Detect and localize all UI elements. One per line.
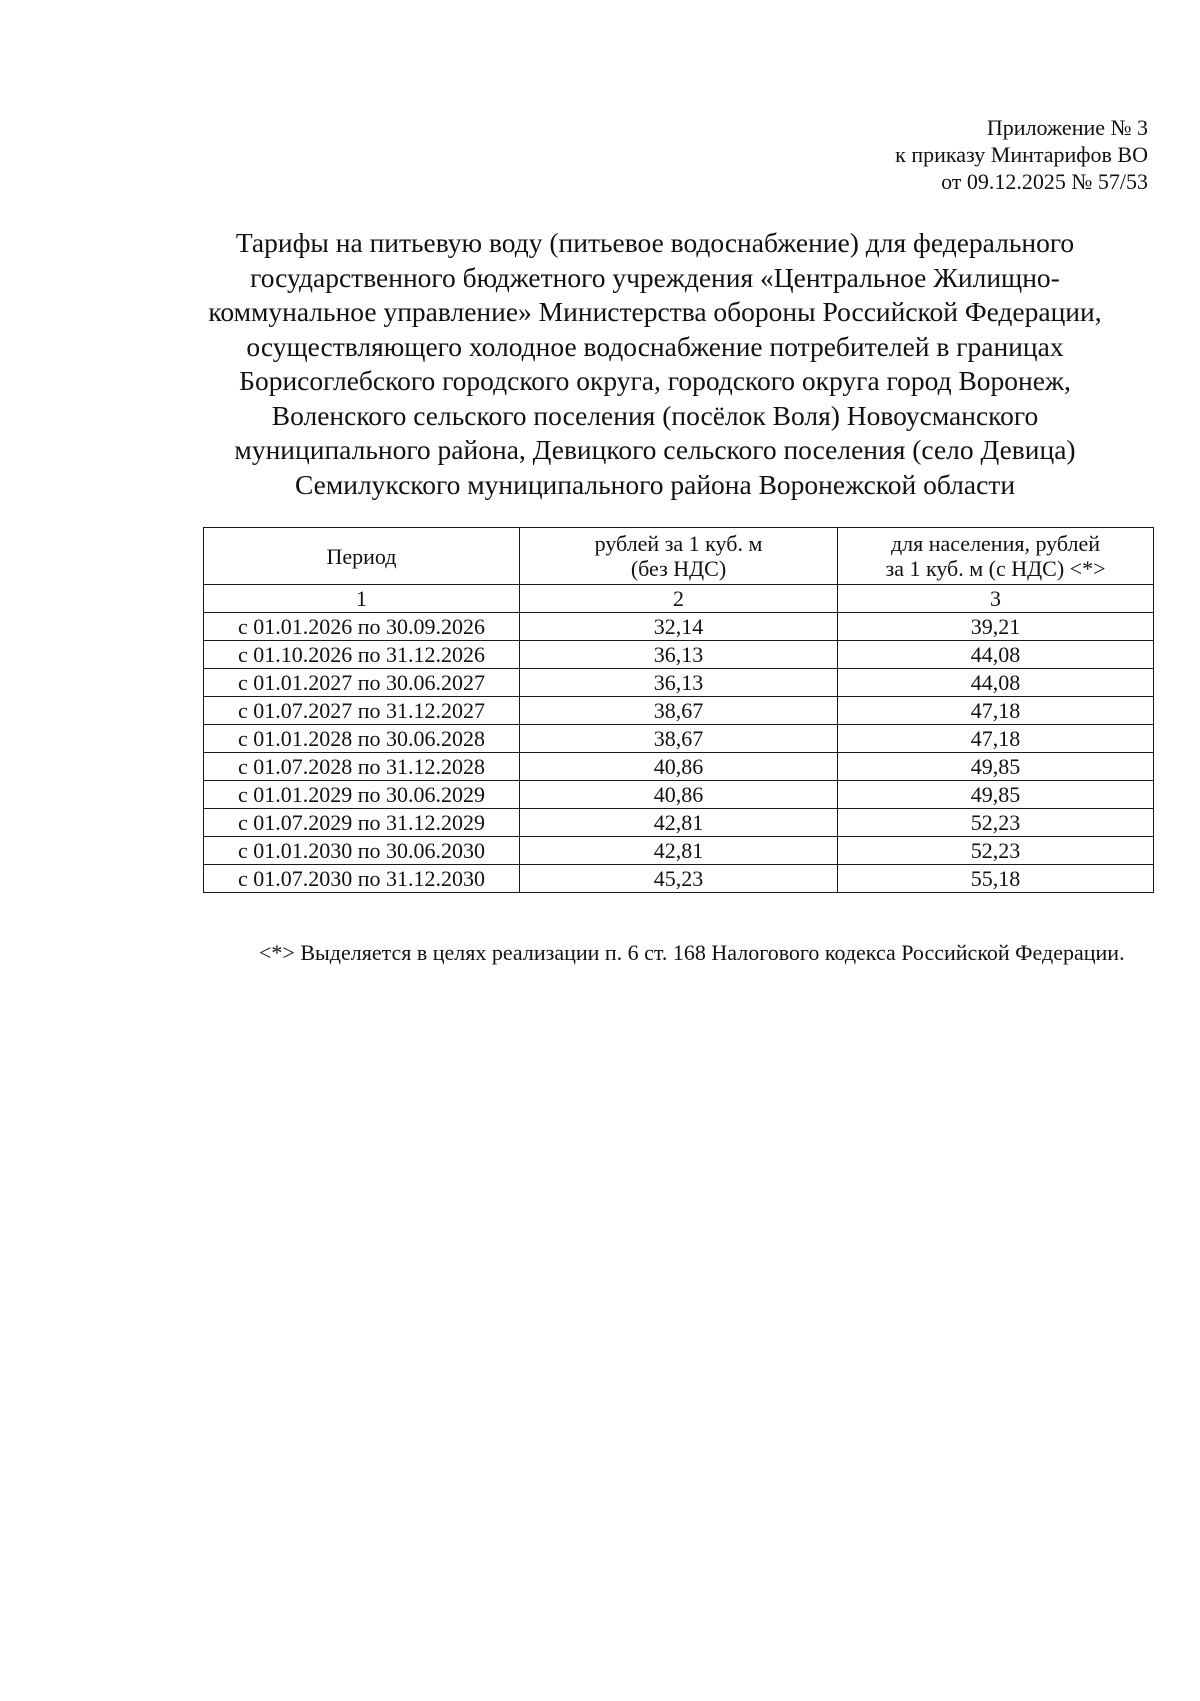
cell-price-with-vat: 39,21 — [838, 613, 1154, 641]
title-line: Тарифы на питьевую воду (питьевое водоснабжение) для федерального — [235, 227, 1075, 258]
table-row — [204, 669, 1154, 697]
title-line: коммунальное управление» Министерства обороны Российской Федерации, — [208, 296, 1102, 327]
title-line: муниципального района, Девицкого сельского поселения (село Девица) — [234, 434, 1076, 465]
cell-price-with-vat: 44,08 — [838, 669, 1154, 697]
cell-price-without-vat: 36,13 — [520, 641, 838, 669]
table-row — [204, 837, 1154, 865]
header-line: (без НДС) — [630, 556, 727, 581]
title-line: Семилукского муниципального района Воронежской области — [294, 468, 1016, 500]
cell-period: с 01.07.2030 по 31.12.2030 — [204, 865, 520, 893]
cell-period: с 01.01.2028 по 30.06.2028 — [204, 725, 520, 753]
header-period: Период — [204, 528, 520, 585]
cell-price-with-vat: 44,08 — [838, 641, 1154, 669]
column-number-row — [204, 585, 1154, 613]
column-number: 3 — [838, 585, 1154, 613]
cell-period: с 01.07.2027 по 31.12.2027 — [204, 697, 520, 725]
cell-price-without-vat: 38,67 — [520, 697, 838, 725]
cell-period: с 01.01.2029 по 30.06.2029 — [204, 781, 520, 809]
table-row — [204, 753, 1154, 781]
cell-price-with-vat: 55,18 — [838, 865, 1154, 893]
cell-price-without-vat: 42,81 — [520, 809, 838, 837]
cell-period: с 01.07.2028 по 31.12.2028 — [204, 753, 520, 781]
table-row — [204, 809, 1154, 837]
cell-price-without-vat: 38,67 — [520, 725, 838, 753]
column-number: 2 — [520, 585, 838, 613]
document-title — [175, 226, 1135, 502]
table-row — [204, 697, 1154, 725]
cell-price-without-vat: 45,23 — [520, 865, 838, 893]
cell-period: с 01.01.2027 по 30.06.2027 — [204, 669, 520, 697]
table-row — [204, 865, 1154, 893]
footnote: <*> Выделяется в целях реализации п. 6 ст. 168 Налогового кодекса Российской Федерации. — [259, 940, 1125, 965]
cell-price-without-vat: 36,13 — [520, 669, 838, 697]
cell-price-with-vat: 47,18 — [838, 697, 1154, 725]
cell-price-without-vat: 40,86 — [520, 781, 838, 809]
column-number: 1 — [204, 585, 520, 613]
header-price-with-vat — [838, 528, 1154, 585]
header-line: рублей за 1 куб. м — [594, 531, 763, 556]
cell-period: с 01.01.2026 по 30.09.2026 — [204, 613, 520, 641]
appendix-order-ref: к приказу Минтарифов ВО — [895, 142, 1148, 167]
cell-price-with-vat: 47,18 — [838, 725, 1154, 753]
cell-price-without-vat: 40,86 — [520, 753, 838, 781]
cell-price-with-vat: 49,85 — [838, 753, 1154, 781]
table-row — [204, 781, 1154, 809]
title-line: Борисоглебского городского округа, городского округа город Воронеж, — [239, 365, 1071, 396]
title-line: осуществляющего холодное водоснабжение потребителей в границах — [246, 330, 1064, 362]
table-row — [204, 725, 1154, 753]
title-line: Воленского сельского поселения (посёлок Воля) Новоусманского — [271, 399, 1039, 431]
cell-price-without-vat: 32,14 — [520, 613, 838, 641]
cell-period: с 01.01.2030 по 30.06.2030 — [204, 837, 520, 865]
appendix-number: Приложение № 3 — [986, 115, 1148, 140]
cell-period: с 01.10.2026 по 31.12.2026 — [204, 641, 520, 669]
table-row — [204, 613, 1154, 641]
appendix-order-date: от 09.12.2025 № 57/53 — [941, 169, 1148, 194]
cell-price-with-vat: 52,23 — [838, 809, 1154, 837]
cell-period: с 01.07.2029 по 31.12.2029 — [204, 809, 520, 837]
cell-price-without-vat: 42,81 — [520, 837, 838, 865]
header-line: за 1 куб. м (с НДС) <*> — [885, 556, 1106, 581]
tariff-table — [203, 527, 1154, 893]
cell-price-with-vat: 52,23 — [838, 837, 1154, 865]
table-row — [204, 641, 1154, 669]
appendix-header — [728, 114, 1148, 195]
header-line: для населения, рублей — [890, 531, 1101, 556]
header-price-without-vat — [520, 528, 838, 585]
table-header-row — [204, 528, 1154, 585]
cell-price-with-vat: 49,85 — [838, 781, 1154, 809]
title-line: государственного бюджетного учреждения «Центральное Жилищно- — [250, 261, 1060, 293]
